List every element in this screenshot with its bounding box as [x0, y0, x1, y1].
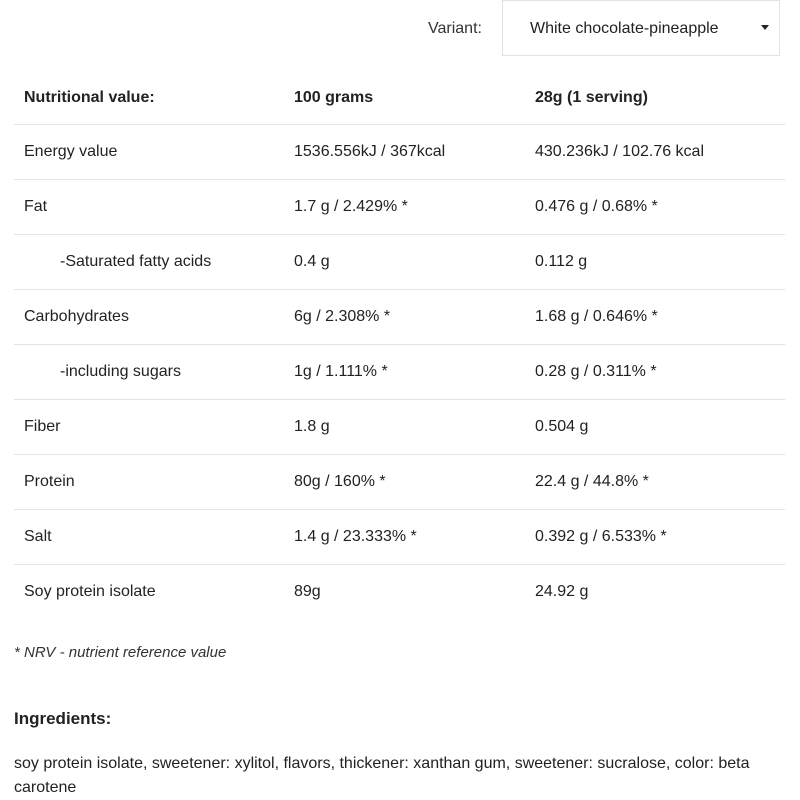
- nutrient-per-serving: 1.68 g / 0.646% *: [525, 290, 785, 345]
- table-row: [14, 400, 785, 455]
- table-row: [14, 510, 785, 565]
- nutrient-name: Carbohydrates: [14, 290, 284, 345]
- header-per-serving: 28g (1 serving): [525, 72, 785, 125]
- nutrient-per-100g: 1g / 1.111% *: [284, 345, 525, 400]
- nutrient-per-100g: 80g / 160% *: [284, 455, 525, 510]
- nutrient-per-serving: 22.4 g / 44.8% *: [525, 455, 785, 510]
- nutrient-name: Fat: [14, 180, 284, 235]
- table-header-row: [14, 72, 785, 125]
- ingredients-heading: Ingredients:: [14, 709, 112, 728]
- nutrient-per-100g: 1.8 g: [284, 400, 525, 455]
- nutrient-name: -including sugars: [14, 345, 284, 400]
- variant-dropdown[interactable]: [502, 0, 780, 56]
- nutrient-per-serving: 0.504 g: [525, 400, 785, 455]
- table-row: [14, 345, 785, 400]
- nutrient-per-serving: 0.28 g / 0.311% *: [525, 345, 785, 400]
- nutrient-name: Fiber: [14, 400, 284, 455]
- nutrient-per-serving: 0.112 g: [525, 235, 785, 290]
- table-row: [14, 455, 785, 510]
- table-row: [14, 565, 785, 620]
- table-row: [14, 180, 785, 235]
- nutrient-per-100g: 1536.556kJ / 367kcal: [284, 125, 525, 180]
- nutrient-per-serving: 0.392 g / 6.533% *: [525, 510, 785, 565]
- header-nutritional-value: Nutritional value:: [14, 72, 284, 125]
- nutrient-name: Salt: [14, 510, 284, 565]
- variant-selector-row: [0, 0, 800, 60]
- table-row: [14, 235, 785, 290]
- nutrient-per-serving: 430.236kJ / 102.76 kcal: [525, 125, 785, 180]
- nutrition-table-body: [14, 125, 785, 620]
- table-row: [14, 290, 785, 345]
- variant-label: Variant:: [428, 20, 482, 37]
- nutrient-per-100g: 0.4 g: [284, 235, 525, 290]
- table-row: [14, 125, 785, 180]
- nutrient-per-100g: 1.7 g / 2.429% *: [284, 180, 525, 235]
- nutrient-per-serving: 24.92 g: [535, 583, 589, 600]
- nutrient-per-100g: 89g: [294, 583, 321, 600]
- nutrient-per-serving: 0.476 g / 0.68% *: [525, 180, 785, 235]
- ingredients-text: soy protein isolate, sweetener: xylitol, flavors, thickener: xanthan gum, sweetener: sucralose, color: beta carotene: [14, 755, 750, 796]
- nrv-footnote: * NRV - nutrient reference value: [14, 644, 227, 661]
- nutrient-name: Protein: [14, 455, 284, 510]
- nutrient-per-100g: 6g / 2.308% *: [284, 290, 525, 345]
- caret-down-icon: [761, 25, 769, 30]
- nutrition-table: [14, 72, 785, 619]
- nutrient-per-100g: 1.4 g / 23.333% *: [284, 510, 525, 565]
- nutrient-name: Energy value: [14, 125, 284, 180]
- nutrient-name: Soy protein isolate: [24, 583, 156, 600]
- header-per-100g: 100 grams: [284, 72, 525, 125]
- nutrient-name: -Saturated fatty acids: [14, 235, 284, 290]
- variant-selected-value: White chocolate-pineapple: [530, 20, 719, 37]
